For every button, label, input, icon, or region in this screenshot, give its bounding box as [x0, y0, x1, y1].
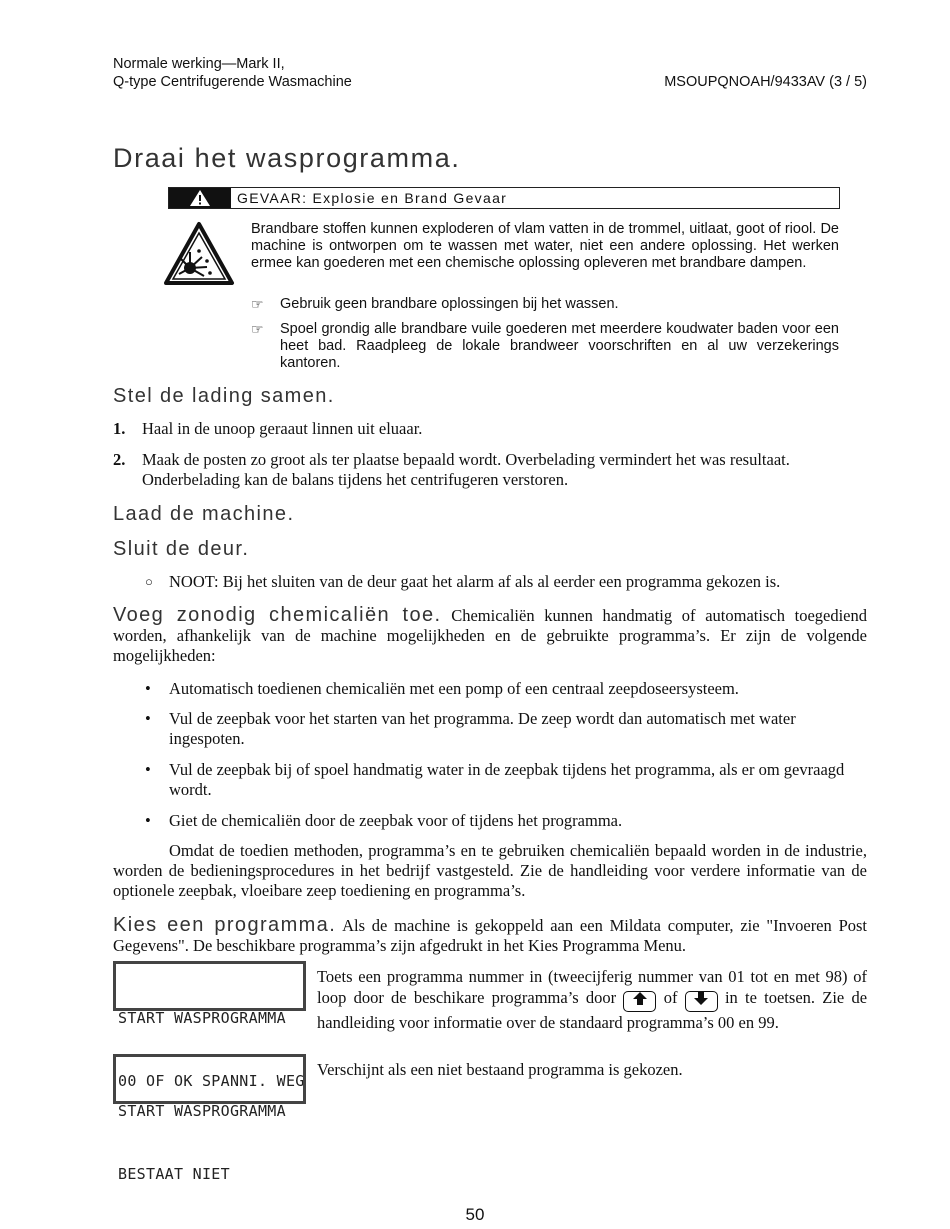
page-number: 50 [465, 1205, 485, 1224]
danger-description: Brandbare stoffen kunnen exploderen of vlam vatten in de trommel, uitlaat, goot of riool. De machine is ontworpen om te wassen met water, niet een andere oplossing. Het werken ermee kan goederen met een chemische oplossing opleveren met brandbare dampen. [251, 221, 839, 271]
chemicals-paragraph [113, 605, 867, 666]
list-item-text: Giet de chemicaliën door de zeepbak voor of tijdens het programma. [169, 811, 623, 830]
explosion-warning-icon [163, 221, 235, 287]
step-number: 2. [113, 450, 126, 469]
lcd-display-not-exist [113, 1054, 306, 1183]
header-line-2: Q-type Centrifugerende Wasmachine [113, 74, 352, 90]
lcd-line-2: BESTAAT NIET [118, 1165, 230, 1183]
header-line-1: Normale werking—Mark II, [113, 56, 285, 72]
list-item-text: Vul de zeepbak voor het starten van het programma. De zeep wordt dan automatisch met water ingespoten. [169, 709, 796, 748]
select-desc-part-1: Toets een programma nummer in (tweecijferig nummer van 01 tot en met 98) of loop door de beschikare programma’s door [317, 967, 867, 1007]
danger-instruction [251, 321, 839, 372]
running-header-left [113, 55, 352, 91]
up-arrow-key-icon [623, 991, 656, 1012]
exclamation-triangle-icon [169, 188, 231, 208]
step-number: 1. [113, 419, 126, 438]
pointing-hand-icon: ☞ [251, 296, 264, 312]
note-item [145, 572, 867, 592]
section-heading-chemicals: Voeg zonodig chemicaliën toe. [113, 604, 442, 626]
lcd-line-1: START WASPROGRAMMA [118, 1102, 286, 1120]
section-heading-door: Sluit de deur. [113, 538, 250, 560]
note-bullet: ○ [145, 574, 153, 589]
page-title: Draai het wasprogramma. [113, 143, 461, 173]
lcd-line-2: 00 OF OK SPANNI. WEG [118, 1072, 305, 1090]
list-item [145, 709, 867, 749]
danger-label: GEVAAR: Explosie en Brand Gevaar [237, 190, 508, 206]
select-desc-part-2: in te toetsen. Zie de handleiding voor informatie over de standaard programma’s 00 en 99. [317, 988, 868, 1032]
lcd-select-description [317, 966, 867, 1033]
lcd-line-1: START WASPROGRAMMA [118, 1009, 286, 1027]
list-bullet: • [145, 811, 151, 830]
step-text: Maak de posten zo groot als ter plaatse bepaald wordt. Overbelading vermindert het was resultaat. Onderbelading kan de balans tijdens het centrifugeren verstoren. [142, 450, 790, 489]
section-heading-load: Stel de lading samen. [113, 385, 335, 407]
section-heading-machine: Laad de machine. [113, 503, 295, 525]
numbered-step [113, 450, 867, 490]
list-bullet: • [145, 709, 151, 728]
list-item-text: Vul de zeepbak bij of spoel handmatig water in de zeepbak tijdens het programma, als er om gevraagd wordt. [169, 760, 845, 799]
down-arrow-key-icon [685, 991, 718, 1012]
list-bullet: • [145, 679, 151, 698]
select-desc-of: of [663, 988, 678, 1007]
danger-instruction-text: Gebruik geen brandbare oplossingen bij het wassen. [280, 296, 619, 312]
step-text: Haal in de unoop geraaut linnen uit eluaar. [142, 419, 423, 438]
note-text: NOOT: Bij het sluiten van de deur gaat het alarm af als al eerder een programma gekozen is. [169, 572, 781, 591]
danger-banner [168, 187, 840, 209]
lcd-display-select [113, 961, 306, 1090]
list-bullet: • [145, 760, 151, 779]
danger-instruction [251, 296, 839, 313]
list-item-text: Automatisch toedienen chemicaliën met een pomp of een centraal zeepdoseersysteem. [169, 679, 739, 698]
list-item [145, 760, 867, 800]
program-paragraph [113, 915, 867, 956]
program-intro: Als de machine is gekoppeld aan een Mildata computer, zie "Invoeren Post Gegevens". De beschikbare programma’s zijn afgedrukt in het Kies Programma Menu. [113, 916, 867, 955]
pointing-hand-icon: ☞ [251, 321, 264, 337]
chemicals-intro: Chemicaliën kunnen handmatig of automatisch toegediend worden, afhankelijk van de machine mogelijkheden en de gebruikte programma’s. Er zijn de volgende mogelijkheden: [113, 606, 867, 665]
list-item [145, 811, 867, 831]
list-item [145, 679, 867, 699]
numbered-step [113, 419, 867, 439]
section-heading-program: Kies een programma. [113, 914, 337, 936]
document-code: MSOUPQNOAH/9433AV (3 / 5) [664, 74, 867, 90]
chemicals-closing: Omdat de toedien methoden, programma’s en te gebruiken chemicaliën bepaald worden in de industrie, worden de bedieningsprocedures in het bedrijf vastgesteld. Zie de handleiding voor verdere informatie van de optionele zeepbak, vloeibare zeep toediening en programma’s. [113, 841, 867, 900]
danger-instruction-text: Spoel grondig alle brandbare vuile goederen met meerdere koudwater baden voor een heet bad. Raadpleeg de lokale brandweer voorschriften en al uw verzekerings kantoren. [280, 321, 839, 371]
lcd-not-exist-description: Verschijnt als een niet bestaand programma is gekozen. [317, 1060, 683, 1079]
